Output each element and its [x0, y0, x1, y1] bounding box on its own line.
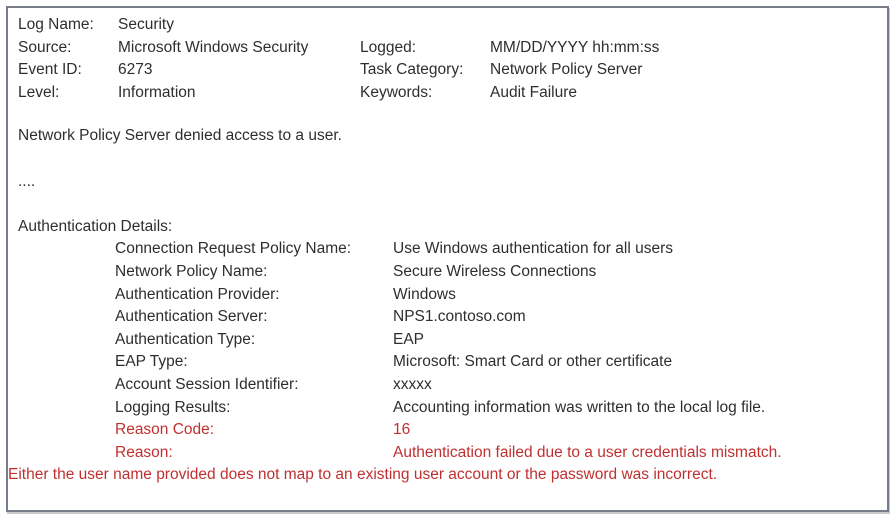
field-label-log-name: Log Name: — [18, 16, 94, 33]
detail-row — [18, 397, 877, 420]
detail-label: Network Policy Name: — [115, 262, 268, 280]
detail-label: Authentication Type: — [115, 330, 256, 348]
field-value-logged: MM/DD/YYYY hh:mm:ss — [490, 38, 660, 56]
detail-value: Secure Wireless Connections — [393, 262, 597, 280]
field-label-level: Level: — [18, 83, 60, 101]
event-description: Network Policy Server denied access to a user. — [18, 127, 342, 145]
header-row — [18, 59, 877, 82]
detail-row-reason-code — [18, 419, 877, 442]
detail-value: EAP — [393, 330, 425, 348]
event-log-panel — [6, 6, 889, 512]
detail-label: Account Session Identifier: — [115, 375, 299, 393]
authentication-details-heading: Authentication Details: — [18, 217, 173, 235]
detail-label: Authentication Provider: — [115, 285, 280, 303]
header-row — [18, 14, 877, 37]
detail-row — [18, 261, 877, 284]
detail-label: Authentication Server: — [115, 308, 268, 326]
detail-value: Accounting information was written to the local log file. — [393, 398, 766, 416]
field-value-log-name: Security — [118, 16, 174, 33]
field-label-event-id: Event ID: — [18, 61, 82, 79]
detail-value: Use Windows authentication for all users — [393, 240, 673, 258]
detail-row — [18, 329, 877, 352]
detail-row — [18, 238, 877, 261]
detail-label: Connection Request Policy Name: — [115, 240, 352, 258]
field-label-keywords: Keywords: — [360, 83, 433, 101]
detail-value: NPS1.contoso.com — [393, 308, 526, 326]
detail-row — [18, 306, 877, 329]
detail-label: Reason: — [115, 443, 173, 461]
header-row — [18, 37, 877, 60]
field-value-task-category: Network Policy Server — [490, 61, 643, 79]
detail-value: Microsoft: Smart Card or other certificate — [393, 353, 673, 371]
detail-row — [18, 374, 877, 397]
ellipsis: .... — [18, 172, 36, 190]
field-value-event-id: 6273 — [118, 61, 153, 79]
field-label-logged: Logged: — [360, 38, 417, 56]
detail-row — [18, 351, 877, 374]
detail-label: Logging Results: — [115, 398, 231, 416]
detail-value: xxxxx — [393, 375, 432, 393]
field-label-source: Source: — [18, 38, 72, 56]
detail-row — [18, 284, 877, 307]
field-value-source: Microsoft Windows Security — [118, 38, 309, 56]
header-row — [18, 82, 877, 105]
field-value-level: Information — [118, 83, 196, 101]
reason-footnote: Either the user name provided does not map to an existing user account or the password was incorrect. — [8, 466, 718, 484]
detail-value: Windows — [393, 285, 456, 303]
detail-value: Authentication failed due to a user credentials mismatch. — [393, 443, 782, 461]
detail-row-reason — [18, 442, 877, 465]
detail-label: EAP Type: — [115, 353, 188, 371]
detail-value: 16 — [393, 421, 411, 439]
detail-label: Reason Code: — [115, 421, 215, 439]
field-value-keywords: Audit Failure — [490, 83, 578, 101]
field-label-task-category: Task Category: — [360, 61, 464, 79]
